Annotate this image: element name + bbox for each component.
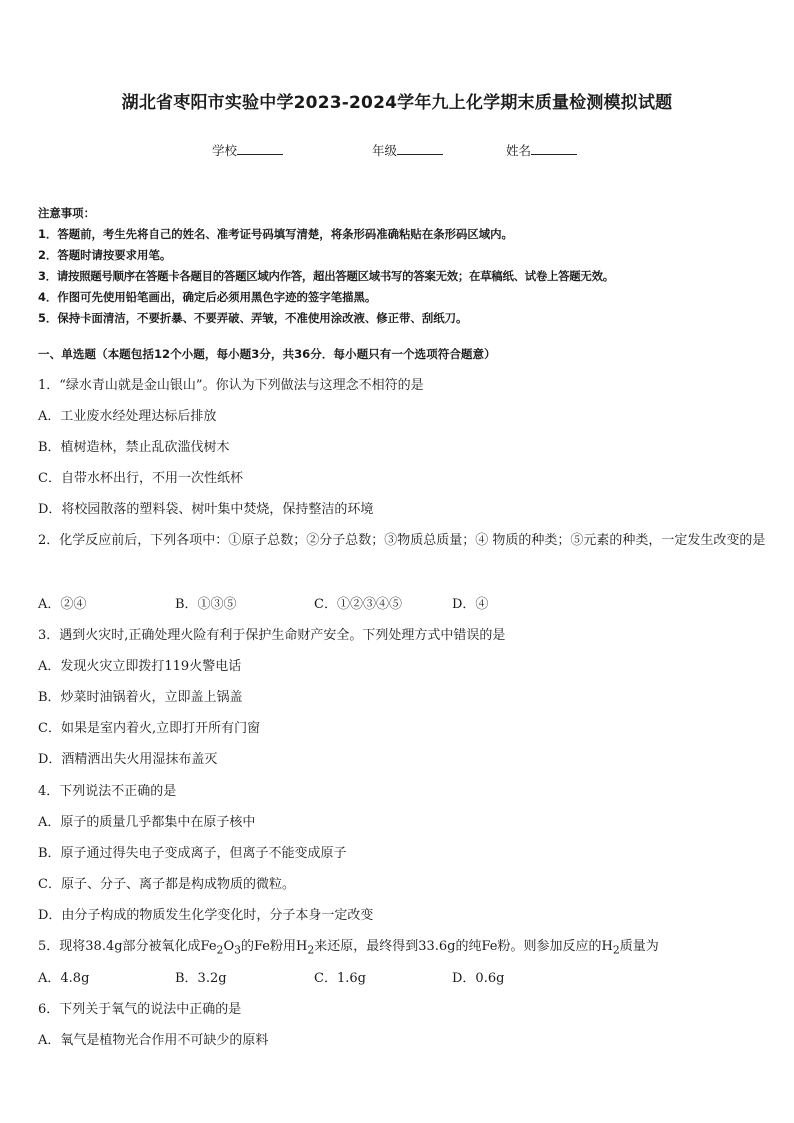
question-2-option-c: C．①②③④⑤	[314, 597, 402, 612]
question-6-option-a: A．氧气是植物光合作用不可缺少的原料	[38, 1033, 269, 1048]
question-4-option-d: D．由分子构成的物质发生化学变化时，分子本身一定改变	[38, 908, 374, 923]
question-4-option-a: A．原子的质量几乎都集中在原子核中	[38, 815, 256, 830]
notice-item: 5．保持卡面清洁，不要折暴、不要弄破、弄皱，不准使用涂改液、修正带、刮纸刀。	[38, 311, 468, 325]
question-5-option-b: B．3.2g	[175, 971, 227, 986]
school-blank	[237, 141, 283, 155]
question-3-stem: 3．遇到火灾时,正确处理火险有利于保护生命财产安全。下列处理方式中错误的是	[38, 628, 506, 643]
school-label: 学校	[212, 143, 238, 158]
question-5-stem	[38, 935, 659, 957]
question-5-option-d: D．0.6g	[452, 971, 505, 986]
question-4-stem: 4．下列说法不正确的是	[38, 784, 177, 799]
question-1-option-b: B．植树造林，禁止乱砍滥伐树木	[38, 440, 230, 455]
question-5-stem-part: 5．现将38.4g部分被氧化成Fe	[38, 939, 217, 954]
notice-item: 4．作图可先使用铅笔画出，确定后必须用黑色字迹的签字笔描黑。	[38, 290, 377, 304]
grade-field	[372, 141, 443, 159]
question-4-option-c: C．原子、分子、离子都是构成物质的微粒。	[38, 877, 295, 892]
question-5-options	[38, 967, 758, 987]
question-5-stem-part: 来还原，最终得到33.6g的纯Fe粉。则参加反应的H	[314, 939, 613, 954]
notice-item: 3．请按照题号顺序在答题卡各题目的答题区域内作答，超出答题区域书写的答案无效；在草稿纸、试卷上答题无效。	[38, 269, 614, 283]
notice-block	[38, 203, 768, 329]
grade-label: 年级	[372, 143, 398, 158]
question-3-option-d: D．酒精洒出失火用湿抹布盖灭	[38, 752, 218, 767]
question-3-option-b: B．炒菜时油锅着火，立即盖上锅盖	[38, 690, 243, 705]
question-2-option-d: D．④	[452, 597, 489, 612]
exam-title: 湖北省枣阳市实验中学2023-2024学年九上化学期末质量检测模拟试题	[121, 93, 673, 113]
question-3-option-a: A．发现火灾立即拨打119火警电话	[38, 659, 242, 674]
question-5-stem-part: O	[223, 939, 235, 954]
question-3-option-c: C．如果是室内着火,立即打开所有门窗	[38, 721, 261, 736]
question-2-option-b: B．①③⑤	[175, 597, 237, 612]
question-2-option-a: A．②④	[38, 597, 87, 612]
student-info-fields	[0, 141, 794, 161]
question-4-option-b: B．原子通过得失电子变成离子，但离子不能变成原子	[38, 846, 347, 861]
question-6-stem: 6．下列关于氧气的说法中正确的是	[38, 1002, 242, 1017]
grade-blank	[397, 141, 443, 155]
question-5-stem-part: 的Fe粉用H	[241, 939, 308, 954]
subscript: 3	[234, 943, 241, 957]
school-field	[212, 141, 283, 159]
question-2-stem: 2．化学反应前后，下列各项中：①原子总数；②分子总数；③物质总质量；④ 物质的种类；⑤元素的种类，一定发生改变的是	[38, 533, 766, 548]
subscript: 2	[216, 943, 224, 957]
name-field	[506, 141, 577, 159]
question-1-option-a: A．工业废水经处理达标后排放	[38, 409, 217, 424]
question-5-option-c: C．1.6g	[314, 971, 366, 986]
name-label: 姓名	[506, 143, 532, 158]
notice-item: 2．答题时请按要求用笔。	[38, 248, 172, 262]
question-5-stem-part: 质量为	[619, 939, 659, 954]
name-blank	[531, 141, 577, 155]
question-1-option-c: C．自带水杯出行，不用一次性纸杯	[38, 471, 243, 486]
subscript: 2	[307, 943, 315, 957]
notice-heading: 注意事项：	[38, 206, 95, 220]
notice-item: 1．答题前，考生先将自己的姓名、准考证号码填写清楚，将条形码准确粘贴在条形码区域内。	[38, 227, 513, 241]
question-1-stem: 1．“绿水青山就是金山银山”。你认为下列做法与这理念不相符的是	[38, 378, 424, 393]
question-5-option-a: A．4.8g	[38, 971, 90, 986]
section-heading: 一、单选题（本题包括12个小题，每小题3分，共36分．每小题只有一个选项符合题意）	[38, 347, 496, 361]
question-2-options	[38, 593, 758, 613]
subscript: 2	[612, 943, 620, 957]
question-1-option-d: D．将校园散落的塑料袋、树叶集中焚烧，保持整洁的环境	[38, 502, 374, 517]
